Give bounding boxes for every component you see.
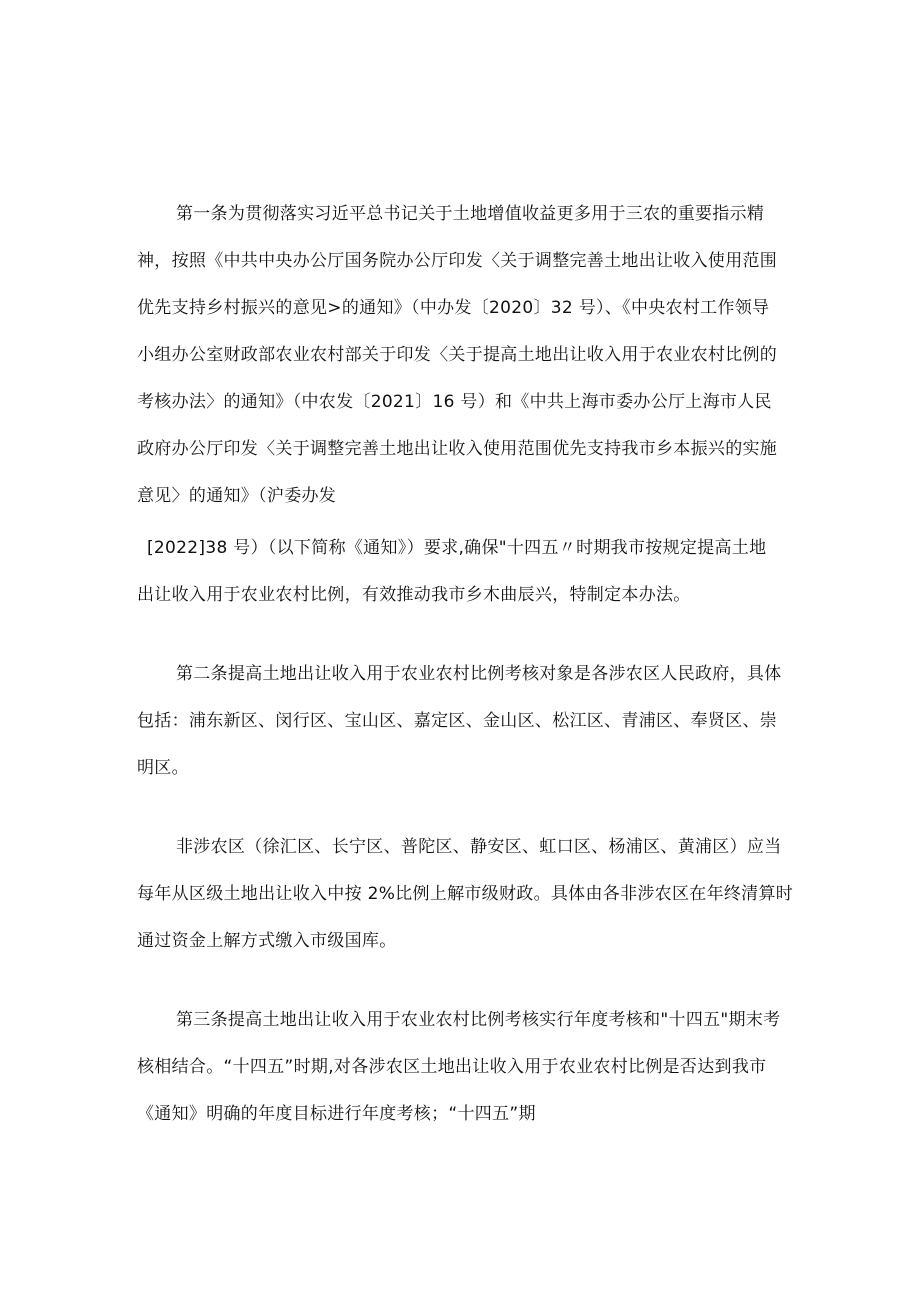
paragraph-1-line-4: 小组办公室财政部农业农村部关于印发〈关于提高土地出让收入用于农业农村比例的 (137, 345, 778, 365)
paragraph-1-line-8: [2022]38 号）（以下简称《通知》）要求,确保"十四五〃时期我市按规定提高土地 (147, 538, 767, 558)
paragraph-1-line-5: 考核办法〉的通知》（中农发〔2021〕16 号）和《中共上海市委办公厅上海市人民 (137, 392, 772, 412)
paragraph-1-line-1: 第一条为贯彻落实习近平总书记关于土地增值收益更多用于三农的重要指示精 (176, 204, 765, 224)
paragraph-2-line-3: 明区。 (137, 758, 189, 778)
paragraph-4-line-3: 《通知》明确的年度目标进行年度考核；“十四五”期 (137, 1104, 536, 1124)
paragraph-3-line-2: 每年从区级土地出让收入中按 2%比例上解市级财政。具体由各非涉农区在年终清算时 (137, 884, 794, 904)
paragraph-2-line-1: 第二条提高土地出让收入用于农业农村比例考核对象是各涉农区人民政府，具体 (176, 664, 782, 684)
paragraph-1-line-9: 出让收入用于农业农村比例，有效推动我市乡木曲辰兴，特制定本办法。 (137, 585, 691, 605)
paragraph-4-line-1: 第三条提高土地出让收入用于农业农村比例考核实行年度考核和"十四五"期末考 (176, 1010, 781, 1030)
paragraph-1-line-6: 政府办公厅印发〈关于调整完善土地出让收入使用范围优先支持我市乡本振兴的实施 (137, 439, 778, 459)
paragraph-1-line-3: 优先支持乡村振兴的意见>的通知》（中办发〔2020〕32 号）、《中央农村工作领导 (137, 298, 770, 318)
paragraph-1-line-7: 意见〉的通知》（沪委办发 (137, 486, 337, 506)
paragraph-1-line-2: 神，按照《中共中央办公厅国务院办公厅印发〈关于调整完善土地出让收入使用范围 (137, 251, 778, 271)
paragraph-2-line-2: 包括：浦东新区、闵行区、宝山区、嘉定区、金山区、松江区、青浦区、奉贤区、崇 (137, 711, 778, 731)
paragraph-3-line-3: 通过资金上解方式缴入市级国库。 (137, 931, 397, 951)
paragraph-4-line-2: 核相结合。“十四五”时期,对各涉农区土地出让收入用于农业农村比例是否达到我市 (137, 1057, 767, 1077)
paragraph-3-line-1: 非涉农区（徐汇区、长宁区、普陀区、静安区、虹口区、杨浦区、黄浦区）应当 (176, 837, 782, 857)
